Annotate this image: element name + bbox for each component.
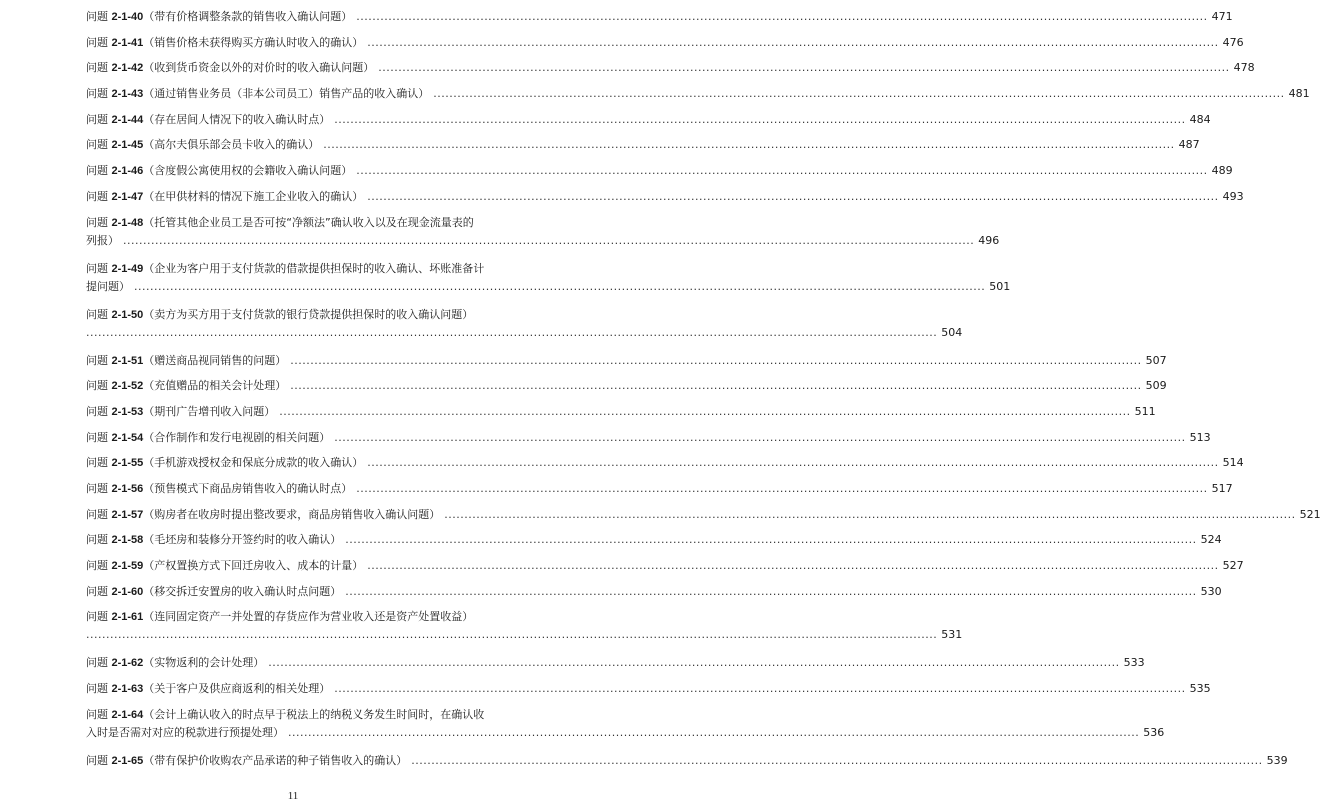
toc-entry[interactable] (86, 214, 1000, 260)
toc-entry-title (86, 610, 473, 623)
toc-entry-prefix: 问题 (86, 61, 108, 75)
toc-entry-text: （合作制作和发行电视剧的相关问题） (143, 430, 331, 444)
toc-entry-title (86, 352, 286, 370)
toc-entry-code: 2-1-41 (111, 36, 144, 49)
toc-entry-code: 2-1-60 (111, 585, 144, 598)
toc-entry-code: 2-1-63 (111, 683, 144, 696)
toc-entry-code: 2-1-45 (111, 139, 144, 152)
toc-entry-prefix: 问题 (86, 164, 108, 178)
toc-entry-code: 2-1-53 (111, 405, 144, 418)
toc-entry-page: 513 (1189, 430, 1211, 444)
toc-entry[interactable] (86, 8, 1233, 34)
toc-entry[interactable] (86, 34, 1244, 60)
toc-entry-text: （移交拆迁安置房的收入确认时点问题） (143, 584, 342, 598)
toc-entry-title (86, 34, 363, 52)
toc-entry-prefix: 问题 (86, 656, 108, 670)
toc-entry-title (86, 531, 341, 549)
toc-entry-title (86, 111, 330, 129)
toc-entry-code: 2-1-56 (111, 482, 144, 495)
toc-entry-title (86, 429, 330, 447)
dot-leader (356, 162, 1207, 179)
toc-entry-page: 536 (1143, 725, 1165, 739)
dot-leader (411, 752, 1262, 769)
toc-entry-code: 2-1-59 (111, 560, 144, 572)
toc-entry-text: （含度假公寓使用权的会籍收入确认问题） (143, 164, 353, 178)
toc-entry-code: 2-1-54 (111, 431, 144, 444)
dot-leader (134, 278, 985, 295)
toc-entry-code: 2-1-42 (111, 62, 144, 75)
dot-leader (323, 136, 1174, 153)
toc-entry-code: 2-1-57 (111, 508, 144, 521)
dot-leader (86, 324, 937, 341)
table-of-contents (86, 8, 1321, 777)
toc-entry-page: 517 (1211, 481, 1233, 495)
toc-entry-page: 504 (941, 325, 963, 339)
toc-entry-code: 2-1-62 (111, 657, 144, 670)
toc-entry-text: （购房者在收房时提出整改要求，商品房销售收入确认问题） (143, 507, 441, 521)
dot-leader (290, 352, 1141, 369)
toc-entry-prefix: 问题 (86, 430, 108, 444)
toc-entry-code: 2-1-51 (111, 354, 144, 367)
toc-entry-title (86, 8, 352, 26)
toc-entry-text: （关于客户及供应商返利的相关处理） (143, 682, 331, 696)
toc-entry-text: （在甲供材料的情况下施工企业收入的确认） (143, 189, 364, 203)
toc-entry-prefix: 问题 (86, 261, 108, 275)
toc-entry-page: 489 (1211, 164, 1233, 178)
toc-entry-code: 2-1-50 (111, 308, 144, 321)
toc-entry-page: 478 (1233, 61, 1255, 75)
toc-entry-text-continued: 提问题） (86, 279, 130, 293)
toc-entry-title (86, 85, 429, 103)
toc-entry-title (86, 136, 319, 154)
toc-entry-prefix: 问题 (86, 10, 108, 23)
toc-entry-title (86, 752, 407, 770)
dot-leader (288, 724, 1139, 741)
dot-leader (334, 680, 1185, 697)
dot-leader (86, 626, 937, 643)
toc-entry-title (86, 377, 286, 395)
toc-entry-page: 530 (1200, 584, 1222, 598)
toc-entry[interactable] (86, 85, 1310, 111)
toc-entry[interactable] (86, 188, 1244, 214)
toc-entry-page: 481 (1288, 87, 1310, 101)
toc-entry-page: 514 (1222, 456, 1244, 470)
toc-entry-prefix: 问题 (86, 682, 108, 696)
toc-entry-page: 509 (1145, 379, 1167, 393)
toc-entry-code: 2-1-40 (111, 11, 144, 23)
toc-entry-text: （企业为客户用于支付货款的借款提供担保时的收入确认、坏账准备计 (143, 261, 485, 275)
toc-entry-prefix: 问题 (86, 404, 108, 418)
toc-entry-code: 2-1-64 (111, 708, 144, 721)
toc-entry[interactable] (86, 557, 1244, 583)
toc-entry-text: （手机游戏授权金和保底分成款的收入确认） (143, 456, 364, 470)
toc-entry-page: 539 (1266, 753, 1288, 767)
toc-entry-page: 501 (989, 279, 1011, 293)
toc-entry[interactable] (86, 654, 1145, 680)
toc-entry-prefix: 问题 (86, 753, 108, 767)
toc-entry[interactable] (86, 306, 963, 352)
dot-leader (367, 454, 1218, 471)
toc-entry-text: （卖方为买方用于支付货款的银行贷款提供担保时的收入确认问题） (143, 307, 474, 321)
toc-entry-text: （带有保护价收购农产品承诺的种子销售收入的确认） (143, 753, 408, 767)
toc-entry-text: （收到货币资金以外的对价时的收入确认问题） (143, 61, 375, 75)
toc-entry-text-continued: 列报） (86, 233, 119, 247)
toc-entry-prefix: 问题 (86, 533, 108, 547)
toc-entry-prefix: 问题 (86, 584, 108, 598)
toc-entry-text: （实物返利的会计处理） (143, 656, 265, 670)
toc-entry-text: （产权置换方式下回迁房收入、成本的计量） (143, 559, 364, 572)
toc-entry-title (86, 454, 363, 472)
toc-entry-page: 527 (1222, 559, 1244, 572)
dot-leader (279, 403, 1130, 420)
toc-entry-prefix: 问题 (86, 379, 108, 393)
toc-entry-text: （充值赠品的相关会计处理） (143, 379, 287, 393)
toc-entry-page: 531 (941, 628, 963, 642)
toc-entry-prefix: 问题 (86, 610, 108, 624)
toc-entry[interactable] (86, 454, 1244, 480)
toc-entry-text: （带有价格调整条款的销售收入确认问题） (143, 10, 353, 23)
toc-entry-title (86, 403, 275, 421)
toc-entry-code: 2-1-55 (111, 457, 144, 470)
toc-entry-text: （通过销售业务员（非本公司员工）销售产品的收入确认） (143, 87, 430, 101)
dot-leader (444, 506, 1295, 523)
toc-entry-code: 2-1-44 (111, 113, 144, 126)
toc-entry-text: （会计上确认收入的时点早于税法上的纳税义务发生时间时，在确认收 (143, 707, 485, 721)
toc-entry-title (86, 557, 363, 575)
toc-entry-prefix: 问题 (86, 507, 108, 521)
toc-entry-page: 484 (1189, 112, 1211, 126)
toc-entry-title (86, 188, 363, 206)
dot-leader (268, 654, 1119, 671)
toc-entry-code: 2-1-43 (111, 88, 144, 101)
dot-leader (367, 557, 1218, 574)
dot-leader (367, 34, 1218, 51)
toc-entry-code: 2-1-65 (111, 754, 144, 767)
toc-entry-page: 533 (1123, 656, 1145, 670)
toc-entry-text: （托管其他企业员工是否可按“净额法”确认收入以及在现金流量表的 (143, 215, 474, 229)
dot-leader (345, 583, 1196, 600)
toc-entry-page: 535 (1189, 682, 1211, 696)
toc-entry-text: （赠送商品视同销售的问题） (143, 353, 287, 367)
toc-entry[interactable] (86, 608, 963, 654)
toc-entry-page: 487 (1178, 138, 1200, 152)
toc-entry-prefix: 问题 (86, 707, 108, 721)
dot-leader (433, 85, 1284, 102)
toc-entry-title (86, 308, 473, 321)
toc-entry-text: （高尔夫俱乐部会员卡收入的确认） (143, 138, 320, 152)
toc-entry[interactable] (86, 136, 1200, 162)
toc-entry-page: 521 (1299, 507, 1321, 521)
toc-entry-title (86, 59, 374, 77)
toc-entry-page: 476 (1222, 35, 1244, 49)
toc-entry-prefix: 问题 (86, 87, 108, 101)
toc-entry-text: （预售模式下商品房销售收入的确认时点） (143, 481, 353, 495)
toc-entry-prefix: 问题 (86, 559, 108, 572)
toc-entry-code: 2-1-58 (111, 534, 144, 547)
toc-entry-title (86, 680, 330, 698)
dot-leader (334, 429, 1185, 446)
toc-entry-title (86, 262, 484, 275)
toc-entry-prefix: 问题 (86, 215, 108, 229)
toc-entry-prefix: 问题 (86, 112, 108, 126)
toc-entry[interactable] (86, 706, 1165, 752)
toc-entry-text: （毛坯房和装修分开签约时的收入确认） (143, 533, 342, 547)
toc-entry-title (86, 162, 352, 180)
dot-leader (356, 8, 1207, 25)
toc-entry-prefix: 问题 (86, 138, 108, 152)
toc-entry[interactable] (86, 377, 1167, 403)
dot-leader (367, 188, 1218, 205)
toc-entry-title (86, 583, 341, 601)
toc-entry-text: （期刊广告增刊收入问题） (143, 404, 276, 418)
toc-entry-code: 2-1-52 (111, 380, 144, 393)
toc-entry-page: 511 (1134, 404, 1156, 418)
dot-leader (290, 377, 1141, 394)
toc-entry-prefix: 问题 (86, 456, 108, 470)
toc-entry-title (86, 506, 440, 524)
toc-entry[interactable] (86, 403, 1156, 429)
toc-entry-title (86, 654, 264, 672)
toc-entry-prefix: 问题 (86, 189, 108, 203)
toc-entry[interactable] (86, 480, 1233, 506)
toc-entry[interactable] (86, 506, 1321, 532)
toc-entry[interactable] (86, 752, 1288, 778)
toc-entry-code: 2-1-49 (111, 262, 144, 275)
toc-entry-text: （销售价格未获得购买方确认时收入的确认） (143, 35, 364, 49)
toc-entry[interactable] (86, 162, 1233, 188)
toc-entry[interactable] (86, 429, 1211, 455)
toc-entry-prefix: 问题 (86, 307, 108, 321)
toc-entry-code: 2-1-48 (111, 216, 144, 229)
toc-entry-prefix: 问题 (86, 353, 108, 367)
toc-entry-title (86, 480, 352, 498)
toc-entry-title (86, 708, 484, 721)
toc-entry-code: 2-1-46 (111, 165, 144, 178)
toc-entry[interactable] (86, 260, 1011, 306)
toc-entry[interactable] (86, 680, 1211, 706)
toc-entry-page: 496 (978, 233, 1000, 247)
toc-entry-code: 2-1-47 (111, 190, 144, 203)
dot-leader (334, 111, 1185, 128)
toc-entry-prefix: 问题 (86, 481, 108, 495)
toc-entry[interactable] (86, 59, 1255, 85)
toc-entry-page: 493 (1222, 189, 1244, 203)
dot-leader (345, 531, 1196, 548)
toc-entry[interactable] (86, 583, 1222, 609)
toc-entry-page: 524 (1200, 533, 1222, 547)
dot-leader (378, 59, 1229, 76)
toc-entry-title (86, 216, 474, 229)
toc-entry-text: （存在居间人情况下的收入确认时点） (143, 112, 331, 126)
toc-entry-text-continued: 入时是否需对对应的税款进行预提处理） (86, 725, 284, 739)
toc-entry-page: 471 (1211, 10, 1233, 23)
toc-entry[interactable] (86, 111, 1211, 137)
dot-leader (123, 232, 974, 249)
toc-entry[interactable] (86, 531, 1222, 557)
toc-entry-page: 507 (1145, 353, 1167, 367)
toc-entry-code: 2-1-61 (111, 611, 144, 624)
page-number: 11 (287, 790, 299, 802)
dot-leader (356, 480, 1207, 497)
toc-entry[interactable] (86, 352, 1167, 378)
toc-entry-prefix: 问题 (86, 35, 108, 49)
toc-entry-text: （连同固定资产一并处置的存货应作为营业收入还是资产处置收益） (143, 610, 474, 624)
